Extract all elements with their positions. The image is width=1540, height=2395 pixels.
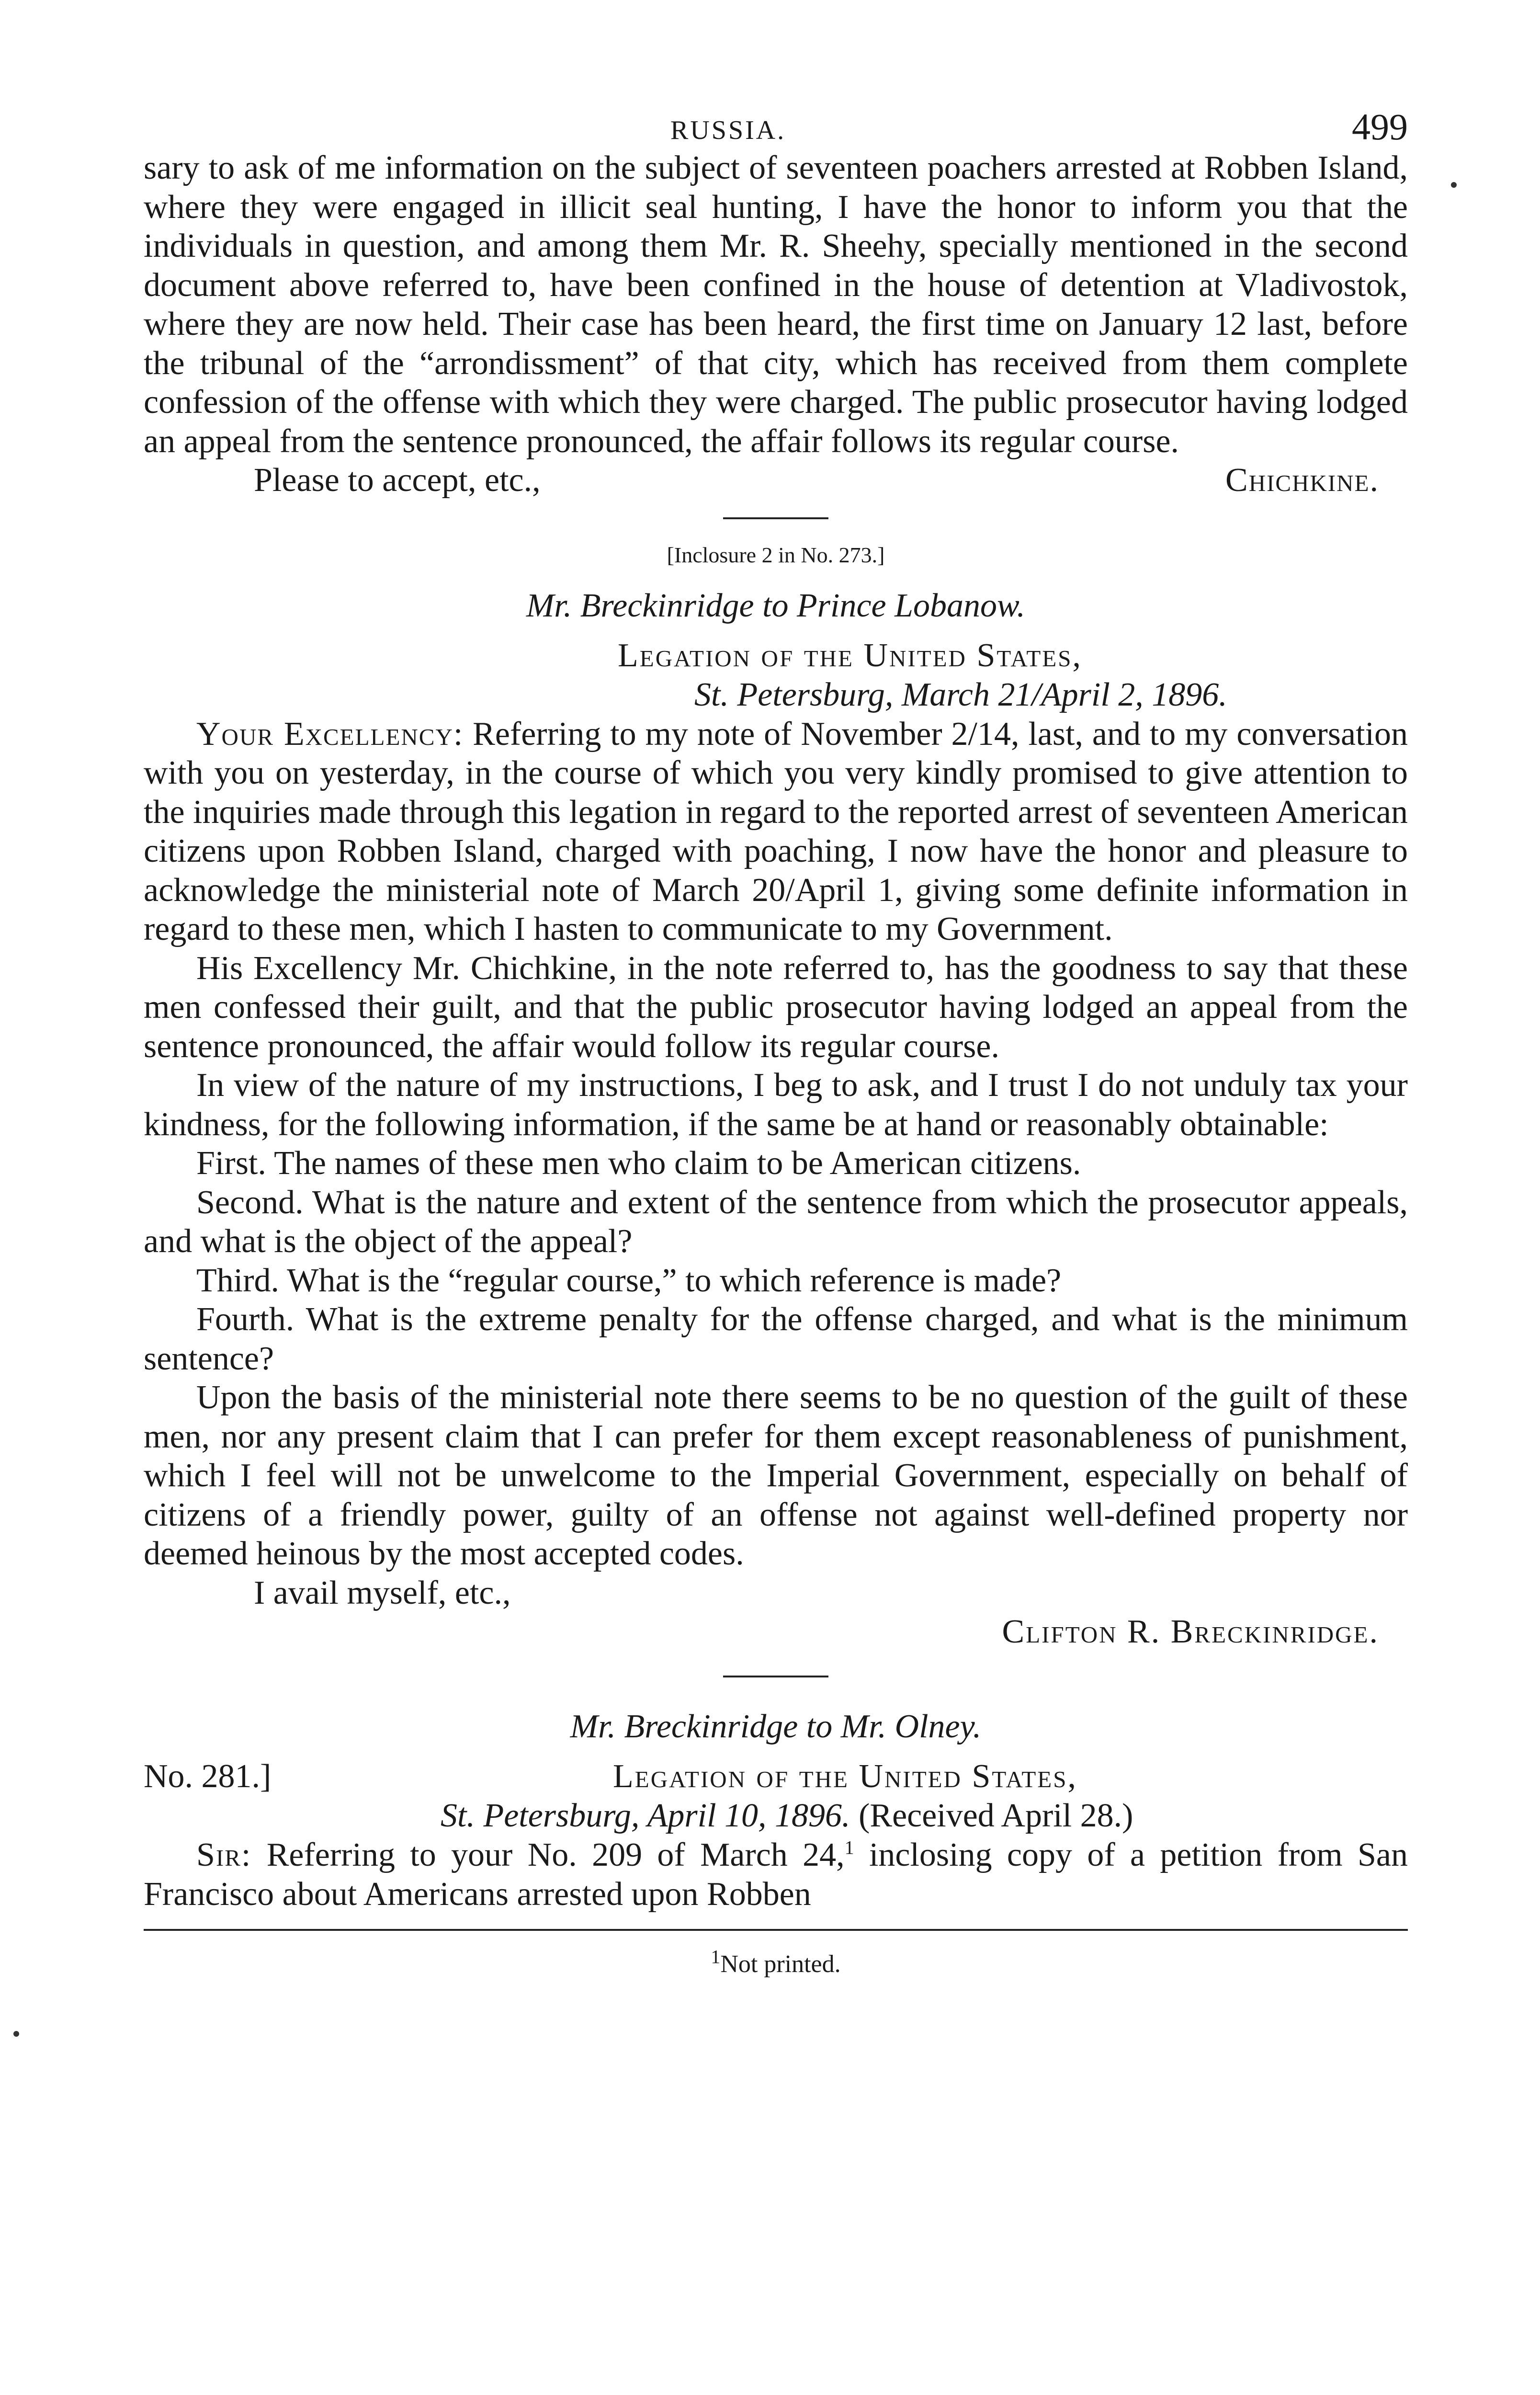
running-title: RUSSIA. (670, 115, 786, 145)
inclosure-closing: I avail myself, etc., (254, 1574, 511, 1611)
next-document-paragraph (144, 1836, 1408, 1914)
inclosure-paragraph-1 (144, 715, 1408, 949)
document-page (144, 101, 1408, 1978)
footnote (144, 1946, 1408, 1978)
question-first: First. The names of these men who claim to be American citizens. (196, 1145, 1081, 1182)
inclosure-paragraph-4: Upon the basis of the ministerial note there seems to be no question of the guilt of these men, nor any present claim that I can prefer for them except reasonableness of punishment, which I feel will not be unwelcome to the Imperial Government, especially on behalf of citizens of a friendly power, guilty of an offense not against well-defined property nor deemed heinous by the most accepted codes. (144, 1379, 1408, 1572)
continuation-closing (144, 461, 1408, 500)
question-fourth: Fourth. What is the extreme penalty for the offense charged, and what is the minimum sentence? (144, 1301, 1408, 1377)
page-speck (13, 2031, 19, 2037)
next-document-dateline-legation: Legation of the United States, (613, 1758, 1077, 1795)
inclosure-dateline-place: St. Petersburg, March 21/April 2, 1896. (694, 676, 1227, 713)
despatch-number: No. 281.] (144, 1758, 272, 1795)
closing-phrase: Please to accept, etc., (254, 462, 541, 499)
footnote-text: Not printed. (720, 1950, 841, 1978)
footnote-marker: 1 (711, 1946, 721, 1968)
footnote-rule (144, 1929, 1408, 1931)
footnote-reference: 1 (844, 1836, 854, 1859)
inclosure-paragraph-3: In view of the nature of my instructions, I beg to ask, and I trust I do not unduly tax your kindness, for the following information, if the same be at hand or reasonably obtainable: (144, 1067, 1408, 1143)
document-body (144, 148, 1408, 1914)
next-document-heading: Mr. Breckinridge to Mr. Olney. (570, 1708, 982, 1745)
inclosure-dateline-legation: Legation of the United States, (618, 637, 1082, 674)
paragraph-text: Referring to your No. 209 of March 24, (266, 1836, 845, 1873)
question-second: Second. What is the nature and extent of the sentence from which the prosecutor appeals, and what is the object of the appeal? (144, 1184, 1408, 1260)
received-date: (Received April 28.) (859, 1797, 1133, 1834)
question-third: Third. What is the “regular course,” to which reference is made? (196, 1262, 1062, 1299)
paragraph-text: Referring to my note of November 2/14, last, and to my conversation with you on yesterday, in the course of which you very kindly promised to give attention to the inquiries made through this legation in regard to the reported arrest of seventeen American citizens upon Robben Island, charged with poaching, I now have the honor and pleasure to acknowledge the ministerial note of March 20/April 1, giving some definite information in regard to these men, which I hasten to communicate to my Government. (144, 715, 1408, 947)
salutation: Your Excellency: (196, 715, 464, 753)
paragraph-text: inclosing copy of a petition from San Francisco about Americans arrested upon Robben (144, 1836, 1408, 1913)
inclosure-label: [Inclosure 2 in No. 273.] (667, 543, 885, 567)
salutation: Sir: (196, 1836, 252, 1873)
inclosure-heading: Mr. Breckinridge to Prince Lobanow. (526, 587, 1026, 624)
signature-breckinridge: Clifton R. Breckinridge. (1002, 1613, 1379, 1650)
signature-chichkine: Chichkine. (1225, 462, 1379, 499)
section-rule (723, 1676, 828, 1677)
next-document-dateline-place: St. Petersburg, April 10, 1896. (441, 1797, 850, 1834)
running-head (144, 101, 1408, 148)
inclosure-paragraph-2: His Excellency Mr. Chichkine, in the note referred to, has the goodness to say that these men confessed their guilt, and that the public prosecutor having lodged an appeal from the sentence pronounced, the affair would follow its regular course. (144, 949, 1408, 1065)
page-number: 499 (1352, 106, 1408, 148)
section-rule (723, 517, 828, 519)
next-document-dateline (441, 1796, 1408, 1836)
page-speck (1451, 182, 1457, 188)
continuation-paragraph: sary to ask of me information on the subject of seventeen poachers arrested at Robben Island, where they were engaged in illicit seal hunting, I have the honor to inform you that the individuals in question, and among them Mr. R. Sheehy, specially mentioned in the second document above referred to, have been confined in the house of detention at Vladivostok, where they are now held. Their case has been heard, the first time on January 12 last, before the tribunal of the “arrondissment” of that city, which has received from them complete confession of the offense with which they were charged. The public prosecutor having lodged an appeal from the sentence pronounced, the affair follows its regular course. (144, 149, 1408, 460)
next-document-number-line (144, 1757, 1408, 1796)
